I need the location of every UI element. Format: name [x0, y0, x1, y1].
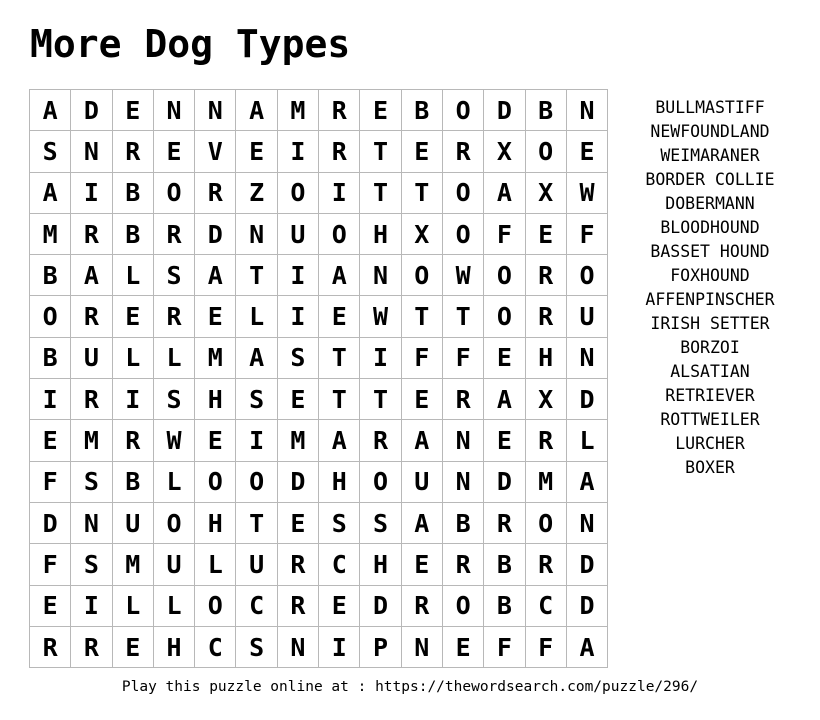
grid-cell[interactable]: S — [153, 255, 194, 296]
grid-cell[interactable]: A — [236, 337, 277, 378]
grid-cell[interactable]: E — [112, 90, 153, 131]
grid-cell[interactable]: N — [401, 626, 442, 667]
grid-cell[interactable]: W — [566, 172, 607, 213]
grid-cell[interactable]: T — [236, 255, 277, 296]
grid-cell[interactable]: F — [566, 213, 607, 254]
grid-cell[interactable]: D — [566, 585, 607, 626]
grid-cell[interactable]: M — [277, 90, 318, 131]
grid-cell[interactable]: X — [525, 379, 566, 420]
grid-cell[interactable]: O — [277, 172, 318, 213]
grid-cell[interactable]: I — [236, 420, 277, 461]
grid-cell[interactable]: B — [112, 213, 153, 254]
letter-grid[interactable] — [29, 89, 608, 668]
grid-cell[interactable]: O — [442, 90, 483, 131]
grid-cell[interactable]: R — [71, 626, 112, 667]
grid-cell[interactable]: F — [30, 461, 71, 502]
grid-cell[interactable]: T — [360, 172, 401, 213]
grid-cell[interactable]: R — [71, 213, 112, 254]
grid-cell[interactable]: L — [112, 337, 153, 378]
word-list-item: RETRIEVER — [665, 386, 755, 405]
grid-cell[interactable]: B — [112, 172, 153, 213]
grid-cell[interactable]: I — [360, 337, 401, 378]
grid-cell[interactable]: T — [442, 296, 483, 337]
grid-cell[interactable]: O — [484, 296, 525, 337]
grid-cell[interactable]: O — [442, 585, 483, 626]
grid-cell[interactable]: E — [277, 502, 318, 543]
word-list-item: BULLMASTIFF — [655, 98, 765, 117]
grid-cell[interactable]: H — [360, 213, 401, 254]
grid-cell[interactable]: R — [319, 131, 360, 172]
grid-cell[interactable]: R — [71, 296, 112, 337]
grid-cell[interactable]: A — [484, 172, 525, 213]
grid-cell[interactable]: N — [71, 502, 112, 543]
grid-cell[interactable]: S — [71, 544, 112, 585]
grid-cell[interactable]: F — [401, 337, 442, 378]
grid-cell[interactable]: R — [442, 544, 483, 585]
grid-cell[interactable]: N — [360, 255, 401, 296]
grid-cell[interactable]: E — [484, 337, 525, 378]
grid-cell[interactable]: U — [153, 544, 194, 585]
grid-cell[interactable]: R — [112, 131, 153, 172]
grid-cell[interactable]: H — [319, 461, 360, 502]
grid-cell[interactable]: E — [153, 131, 194, 172]
grid-cell[interactable]: P — [360, 626, 401, 667]
grid-cell[interactable]: D — [277, 461, 318, 502]
grid-cell[interactable]: T — [319, 337, 360, 378]
grid-cell[interactable]: I — [277, 296, 318, 337]
grid-cell[interactable]: A — [236, 90, 277, 131]
grid-row — [30, 337, 608, 378]
grid-cell[interactable]: D — [30, 502, 71, 543]
grid-cell[interactable]: S — [236, 379, 277, 420]
grid-cell[interactable]: M — [30, 213, 71, 254]
grid-cell[interactable]: O — [525, 502, 566, 543]
grid-cell[interactable]: B — [442, 502, 483, 543]
grid-cell[interactable]: R — [484, 502, 525, 543]
grid-cell[interactable]: B — [484, 544, 525, 585]
grid-cell[interactable]: I — [277, 131, 318, 172]
grid-cell[interactable]: M — [525, 461, 566, 502]
grid-cell[interactable]: F — [30, 544, 71, 585]
grid-cell[interactable]: L — [153, 337, 194, 378]
grid-cell[interactable]: N — [195, 90, 236, 131]
grid-cell[interactable]: Z — [236, 172, 277, 213]
grid-row — [30, 172, 608, 213]
grid-cell[interactable]: A — [566, 461, 607, 502]
grid-cell[interactable]: U — [277, 213, 318, 254]
grid-cell[interactable]: I — [71, 585, 112, 626]
grid-cell[interactable]: I — [277, 255, 318, 296]
grid-cell[interactable]: E — [566, 131, 607, 172]
grid-row — [30, 626, 608, 667]
grid-row — [30, 90, 608, 131]
grid-cell[interactable]: E — [195, 296, 236, 337]
grid-cell[interactable]: F — [442, 337, 483, 378]
grid-cell[interactable]: N — [442, 461, 483, 502]
grid-cell[interactable]: B — [525, 90, 566, 131]
grid-cell[interactable]: E — [319, 585, 360, 626]
grid-cell[interactable]: T — [401, 172, 442, 213]
grid-cell[interactable]: O — [525, 131, 566, 172]
grid-row — [30, 296, 608, 337]
grid-cell[interactable]: M — [277, 420, 318, 461]
grid-cell[interactable]: R — [525, 420, 566, 461]
grid-cell[interactable]: R — [525, 255, 566, 296]
grid-cell[interactable]: E — [401, 131, 442, 172]
grid-cell[interactable]: E — [112, 296, 153, 337]
grid-cell[interactable]: L — [153, 461, 194, 502]
grid-cell[interactable]: T — [319, 379, 360, 420]
grid-row — [30, 585, 608, 626]
word-list-item: DOBERMANN — [665, 194, 755, 213]
grid-cell[interactable]: W — [442, 255, 483, 296]
grid-cell[interactable]: R — [277, 585, 318, 626]
grid-cell[interactable]: O — [153, 172, 194, 213]
grid-cell[interactable]: I — [71, 172, 112, 213]
grid-cell[interactable]: C — [236, 585, 277, 626]
grid-cell[interactable]: N — [566, 90, 607, 131]
grid-cell[interactable]: B — [30, 337, 71, 378]
grid-cell[interactable]: R — [30, 626, 71, 667]
grid-cell[interactable]: N — [442, 420, 483, 461]
grid-cell[interactable]: D — [484, 90, 525, 131]
grid-cell[interactable]: I — [319, 626, 360, 667]
grid-cell[interactable]: N — [566, 502, 607, 543]
grid-cell[interactable]: V — [195, 131, 236, 172]
grid-cell[interactable]: O — [195, 461, 236, 502]
grid-cell[interactable]: U — [71, 337, 112, 378]
grid-cell[interactable]: D — [195, 213, 236, 254]
grid-cell[interactable]: E — [319, 296, 360, 337]
word-list-item: AFFENPINSCHER — [645, 290, 775, 309]
grid-cell[interactable]: A — [401, 420, 442, 461]
grid-cell[interactable]: R — [153, 296, 194, 337]
grid-cell[interactable]: E — [30, 420, 71, 461]
grid-cell[interactable]: O — [236, 461, 277, 502]
grid-cell[interactable]: X — [401, 213, 442, 254]
word-list — [630, 96, 790, 480]
grid-cell[interactable]: O — [442, 172, 483, 213]
grid-cell[interactable]: E — [112, 626, 153, 667]
grid-cell[interactable]: R — [71, 379, 112, 420]
grid-cell[interactable]: N — [236, 213, 277, 254]
grid-cell[interactable]: S — [153, 379, 194, 420]
grid-cell[interactable]: D — [566, 544, 607, 585]
grid-cell[interactable]: O — [360, 461, 401, 502]
grid-cell[interactable]: E — [525, 213, 566, 254]
grid-cell[interactable]: H — [525, 337, 566, 378]
grid-cell[interactable]: A — [30, 90, 71, 131]
word-list-item: BORZOI — [680, 338, 740, 357]
grid-cell[interactable]: S — [30, 131, 71, 172]
grid-cell[interactable]: S — [319, 502, 360, 543]
grid-cell[interactable]: E — [360, 90, 401, 131]
grid-row — [30, 379, 608, 420]
grid-cell[interactable]: H — [360, 544, 401, 585]
grid-cell[interactable]: U — [401, 461, 442, 502]
grid-cell[interactable]: B — [30, 255, 71, 296]
grid-cell[interactable]: R — [277, 544, 318, 585]
grid-cell[interactable]: I — [30, 379, 71, 420]
word-list-item: BOXER — [685, 458, 735, 477]
grid-row — [30, 461, 608, 502]
grid-cell[interactable]: X — [484, 131, 525, 172]
grid-cell[interactable]: R — [112, 420, 153, 461]
grid-cell[interactable]: O — [566, 255, 607, 296]
grid-cell[interactable]: A — [30, 172, 71, 213]
grid-cell[interactable]: M — [112, 544, 153, 585]
grid-cell[interactable]: O — [442, 213, 483, 254]
grid-cell[interactable]: T — [236, 502, 277, 543]
grid-cell[interactable]: R — [401, 585, 442, 626]
grid-cell[interactable]: L — [153, 585, 194, 626]
grid-cell[interactable]: H — [195, 379, 236, 420]
grid-cell[interactable]: E — [484, 420, 525, 461]
grid-cell[interactable]: D — [484, 461, 525, 502]
grid-cell[interactable]: L — [195, 544, 236, 585]
grid-cell[interactable]: N — [71, 131, 112, 172]
grid-cell[interactable]: M — [195, 337, 236, 378]
grid-cell[interactable]: X — [525, 172, 566, 213]
grid-cell[interactable]: S — [360, 502, 401, 543]
grid-cell[interactable]: D — [566, 379, 607, 420]
grid-cell[interactable]: R — [153, 213, 194, 254]
letter-grid-body — [30, 90, 608, 668]
grid-cell[interactable]: R — [319, 90, 360, 131]
grid-cell[interactable]: L — [112, 585, 153, 626]
grid-cell[interactable]: F — [484, 213, 525, 254]
page-title: More Dog Types — [30, 22, 351, 66]
grid-cell[interactable]: E — [401, 544, 442, 585]
grid-cell[interactable]: A — [566, 626, 607, 667]
grid-cell[interactable]: S — [277, 337, 318, 378]
grid-cell[interactable]: E — [442, 626, 483, 667]
grid-cell[interactable]: O — [319, 213, 360, 254]
word-list-item: WEIMARANER — [660, 146, 760, 165]
grid-cell[interactable]: E — [277, 379, 318, 420]
grid-cell[interactable]: M — [71, 420, 112, 461]
grid-cell[interactable]: C — [319, 544, 360, 585]
grid-cell[interactable]: F — [525, 626, 566, 667]
word-list-item: BASSET HOUND — [650, 242, 770, 261]
grid-cell[interactable]: S — [71, 461, 112, 502]
grid-cell[interactable]: L — [236, 296, 277, 337]
footer-link-text: Play this puzzle online at : https://thewordsearch.com/puzzle/296/ — [121, 679, 699, 695]
word-list-item: BLOODHOUND — [660, 218, 760, 237]
grid-cell[interactable]: A — [319, 255, 360, 296]
grid-cell[interactable]: A — [71, 255, 112, 296]
grid-cell[interactable]: E — [401, 379, 442, 420]
grid-cell[interactable]: U — [236, 544, 277, 585]
word-list-item: FOXHOUND — [670, 266, 750, 285]
grid-cell[interactable]: E — [236, 131, 277, 172]
grid-cell[interactable]: F — [484, 626, 525, 667]
grid-cell[interactable]: A — [319, 420, 360, 461]
grid-cell[interactable]: R — [360, 420, 401, 461]
grid-row — [30, 502, 608, 543]
grid-row — [30, 420, 608, 461]
grid-row — [30, 131, 608, 172]
grid-cell[interactable]: T — [360, 379, 401, 420]
grid-cell[interactable]: O — [484, 255, 525, 296]
grid-cell[interactable]: N — [277, 626, 318, 667]
grid-row — [30, 213, 608, 254]
grid-cell[interactable]: I — [319, 172, 360, 213]
word-list-item: ROTTWEILER — [660, 410, 760, 429]
grid-cell[interactable]: O — [401, 255, 442, 296]
grid-cell[interactable]: E — [195, 420, 236, 461]
grid-cell[interactable]: D — [71, 90, 112, 131]
grid-cell[interactable]: T — [360, 131, 401, 172]
grid-cell[interactable]: R — [442, 131, 483, 172]
grid-row — [30, 255, 608, 296]
word-list-item: BORDER COLLIE — [645, 170, 775, 189]
grid-cell[interactable]: E — [30, 585, 71, 626]
grid-cell[interactable]: T — [401, 296, 442, 337]
grid-cell[interactable]: A — [484, 379, 525, 420]
grid-cell[interactable]: O — [195, 585, 236, 626]
word-list-item: IRISH SETTER — [650, 314, 770, 333]
grid-cell[interactable]: S — [236, 626, 277, 667]
grid-row — [30, 544, 608, 585]
grid-cell[interactable]: L — [112, 255, 153, 296]
grid-cell[interactable]: R — [525, 544, 566, 585]
grid-cell[interactable]: L — [566, 420, 607, 461]
grid-cell[interactable]: R — [195, 172, 236, 213]
grid-cell[interactable]: B — [401, 90, 442, 131]
grid-cell[interactable]: C — [525, 585, 566, 626]
grid-cell[interactable]: D — [360, 585, 401, 626]
grid-cell[interactable]: O — [30, 296, 71, 337]
grid-cell[interactable]: B — [484, 585, 525, 626]
word-list-item: NEWFOUNDLAND — [650, 122, 770, 141]
grid-cell[interactable]: H — [153, 626, 194, 667]
grid-cell[interactable]: H — [195, 502, 236, 543]
grid-cell[interactable]: C — [195, 626, 236, 667]
grid-cell[interactable]: O — [153, 502, 194, 543]
grid-cell[interactable]: A — [401, 502, 442, 543]
grid-cell[interactable]: N — [153, 90, 194, 131]
grid-cell[interactable]: A — [195, 255, 236, 296]
grid-cell[interactable]: I — [112, 379, 153, 420]
grid-cell[interactable]: B — [112, 461, 153, 502]
grid-cell[interactable]: W — [153, 420, 194, 461]
word-list-item: LURCHER — [675, 434, 745, 453]
grid-cell[interactable]: W — [360, 296, 401, 337]
grid-cell[interactable]: N — [566, 337, 607, 378]
grid-cell[interactable]: R — [525, 296, 566, 337]
grid-cell[interactable]: U — [566, 296, 607, 337]
word-list-item: ALSATIAN — [670, 362, 750, 381]
grid-cell[interactable]: U — [112, 502, 153, 543]
grid-cell[interactable]: R — [442, 379, 483, 420]
